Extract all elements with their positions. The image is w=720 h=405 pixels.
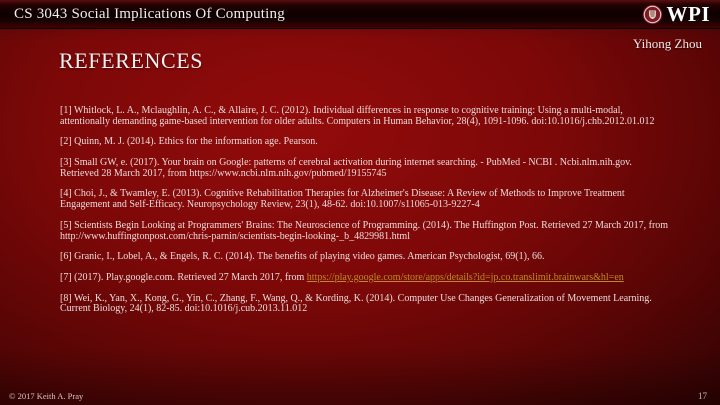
reference-text: [5] Scientists Begin Looking at Programmers' Brains: The Neuroscience of Programming. (2014). The Huffington Post. Retrieved 27 March 2017, from http://www.huffingtonpost.com/chris-parnin/scientists-begin-looking-_b_4829981.html <box>60 219 669 242</box>
header-bar <box>0 0 720 29</box>
reference-text: [2] Quinn, M. J. (2014). Ethics for the information age. Pearson. <box>60 136 318 148</box>
reference-link[interactable]: https://play.google.com/store/apps/details?id=jp.co.translimit.brainwars&hl=en <box>306 271 624 283</box>
reference-text: [3] Small GW, e. (2017). Your brain on Google: patterns of cerebral activation during internet searching. - PubMed - NCBI . Ncbi.nlm.nih.gov. Retrieved 28 March 2017, from https://www.ncbi.nlm.nih.gov/pubmed/19155745 <box>60 157 632 179</box>
wpi-logo-text: WPI <box>666 1 710 26</box>
reference-item <box>60 294 672 315</box>
reference-text: [4] Choi, J., & Twamley, E. (2013). Cognitive Rehabilitation Therapies for Alzheimer's Disease: A Review of Methods to Improve Treatment Engagement and Self-Efficacy. Neuropsychology Review, 23(1), 48-62. doi:10.1007/s11065-013-9227-4 <box>60 188 625 211</box>
course-title: CS 3043 Social Implications Of Computing <box>14 5 285 22</box>
reference-text: [7] (2017). Play.google.com. Retrieved 27 March 2017, from <box>60 271 305 283</box>
reference-item <box>60 273 672 284</box>
reference-text: [6] Granic, I., Lobel, A., & Engels, R. C. (2014). The benefits of playing video games. American Psychologist, 69(1), 66. <box>60 251 545 263</box>
reference-item <box>60 106 672 127</box>
reference-item <box>60 137 672 148</box>
reference-text: [8] Wei, K., Yan, X., Kong, G., Yin, C., Zhang, F., Wang, Q., & Kording, K. (2014). Computer Use Changes Generalization of Movement Learning. Current Biology, 24(1), 82-85. doi:10.1016/j.cub.2013.11.012 <box>60 292 652 315</box>
copyright: © 2017 Keith A. Pray <box>9 391 84 401</box>
reference-item <box>60 221 672 242</box>
wpi-logo <box>642 1 711 26</box>
wpi-seal-icon <box>642 4 663 25</box>
slide-title: REFERENCES <box>59 48 204 73</box>
author-name: Yihong Zhou <box>633 36 702 51</box>
reference-item <box>60 158 672 179</box>
page-number: 17 <box>698 391 707 401</box>
reference-text: [1] Whitlock, L. A., Mclaughlin, A. C., & Allaire, J. C. (2012). Individual differences in response to cognitive training: Using a multi-modal, attentionally demanding game-based intervention for older adults. Computers in Human Behavior, 28(4), 1091-1096. doi:10.1016/j.chb.2012.01.012 <box>60 105 655 127</box>
reference-item <box>60 252 672 263</box>
references-list <box>60 106 672 325</box>
reference-item <box>60 189 672 210</box>
